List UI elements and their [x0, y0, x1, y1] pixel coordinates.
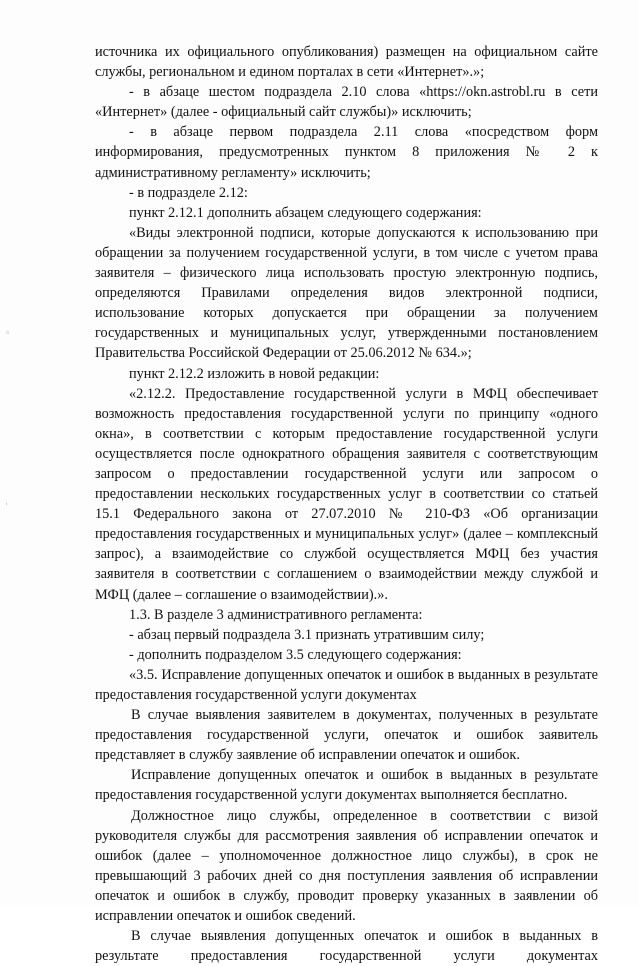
document-body	[95, 42, 598, 966]
paragraph: В случае выявления заявителем в документах, полученных в результате предоставления государственной услуги, опечаток и ошибок заявитель представляет в службу заявление об исправлении опечаток и ошибок.	[95, 707, 598, 764]
paragraph: «Виды электронной подписи, которые допускаются к использованию при обращении за получением государственной услуги, в том числе с учетом права заявителя – физического лица использовать простую электронную подпись, определяются Правилами определения видов электронной подписи, использование которых допускается при обращении за получением государственных и муниципальных услуг, утвержденными постановлением Правительства Российской Федерации от 25.06.2012 № 634.»;	[95, 224, 598, 362]
scan-artifact-icon: ·	[5, 500, 8, 510]
paragraph: - в абзаце первом подраздела 2.11 слова «посредством форм информирования, предусмотренных пунктом 8 приложения № 2 к административному регламенту» исключить;	[95, 124, 598, 181]
paragraph: пункт 2.12.2 изложить в новой редакции:	[129, 365, 380, 382]
paragraph: Исправление допущенных опечаток и ошибок в выданных в результате предоставления государственной услуги документах выполняется бесплатно.	[95, 767, 598, 804]
paragraph: - дополнить подразделом 3.5 следующего содержания:	[129, 646, 462, 663]
paragraph: Должностное лицо службы, определенное в соответствии с визой руководителя службы для рассмотрения заявления об исправлении опечаток и ошибок (далее – уполномоченное должностное лицо службы), в срок не превышающий 3 рабочих дней со дня поступления заявления об исправлении опечаток и ошибок в службу, проводит проверку указанных в заявлении об исправлении опечаток и ошибок сведений.	[95, 807, 598, 925]
paragraph: - в подразделе 2.12:	[129, 184, 248, 201]
paragraph: пункт 2.12.1 дополнить абзацем следующего содержания:	[129, 204, 482, 221]
paragraph: - абзац первый подраздела 3.1 признать утратившим силу;	[129, 626, 485, 643]
paragraph: «2.12.2. Предоставление государственной услуги в МФЦ обеспечивает возможность предоставления государственной услуги по принципу «одного окна», в соответствии с которым предоставление государственной услуги осуществляется после однократного обращения заявителя с соответствующим запросом о предоставлении государственной услуги или запросом о предоставлении нескольких государственных услуг в соответствии со статьей 15.1 Федерального закона от 27.07.2010 № 210-ФЗ «Об организации предоставления государственных и муниципальных услуг» (далее – комплексный запрос), а взаимодействие со службой осуществляется МФЦ без участия заявителя в соответствии с соглашением о взаимодействии между службой и МФЦ (далее – соглашение о взаимодействии).».	[95, 385, 598, 603]
paragraph: - в абзаце шестом подраздела 2.10 слова «https://okn.astrobl.ru в сети «Интернет» (далее - официальный сайт службы)» исключить;	[95, 84, 598, 121]
paragraph: 1.3. В разделе 3 административного регламента:	[129, 606, 423, 623]
scan-artifact-icon: ◦	[5, 329, 11, 339]
paragraph: В случае выявления допущенных опечаток и ошибок в выданных в результате предоставления государственной услуги документах	[95, 928, 598, 965]
paragraph: «3.5. Исправление допущенных опечаток и ошибок в выданных в результате предоставления государственной услуги документах	[95, 666, 598, 703]
paragraph: источника их официального опубликования) размещен на официальном сайте службы, региональном и едином порталах в сети «Интернет».»;	[95, 44, 598, 81]
